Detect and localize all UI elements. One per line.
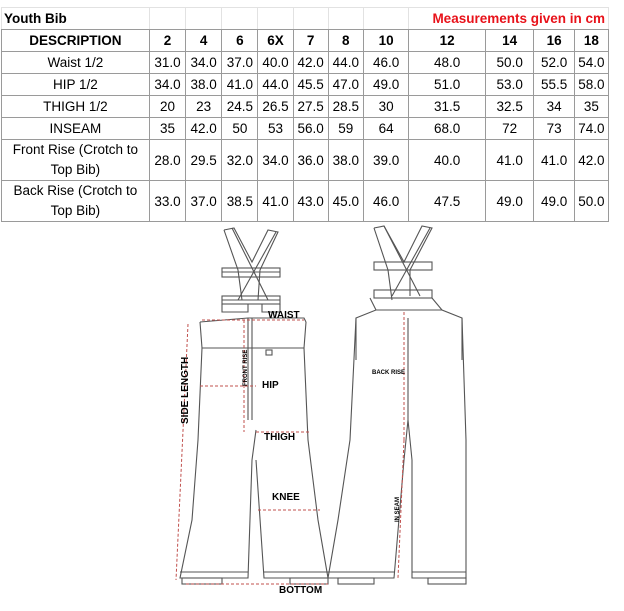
label-bottom: BOTTOM (279, 585, 323, 596)
cell: 41.0 (222, 74, 258, 96)
cell: 53.0 (485, 74, 534, 96)
table-row-back-rise (2, 181, 609, 222)
row-label: Back Rise (Crotch to Top Bib) (2, 181, 150, 222)
cell: 74.0 (574, 118, 608, 140)
label-waist: WAIST (268, 310, 300, 321)
cell: 50.0 (574, 181, 608, 222)
cell: 48.0 (409, 52, 486, 74)
description-header: DESCRIPTION (2, 30, 150, 52)
cell: 50.0 (485, 52, 534, 74)
size-chart-table (1, 7, 609, 222)
cell: 36.0 (293, 140, 328, 181)
label-hip: HIP (262, 380, 279, 391)
cell: 37.0 (222, 52, 258, 74)
cell: 56.0 (293, 118, 328, 140)
table-row-waist (2, 52, 609, 74)
cell: 32.5 (485, 96, 534, 118)
front-bib-outline (180, 228, 328, 584)
cell: 27.5 (293, 96, 328, 118)
cell: 20 (149, 96, 185, 118)
cell: 72 (485, 118, 534, 140)
row-label: THIGH 1/2 (2, 96, 150, 118)
cell: 59 (328, 118, 363, 140)
cell: 23 (186, 96, 222, 118)
cell: 53 (258, 118, 293, 140)
label-back-rise: BACK RISE (372, 370, 406, 376)
cell: 46.0 (363, 52, 408, 74)
size-header: 4 (186, 30, 222, 52)
size-header: 14 (485, 30, 534, 52)
size-header: 8 (328, 30, 363, 52)
cell: 31.0 (149, 52, 185, 74)
cell: 34.0 (149, 74, 185, 96)
cell: 49.0 (534, 181, 574, 222)
cell: 54.0 (574, 52, 608, 74)
cell: 55.5 (534, 74, 574, 96)
cell: 40.0 (258, 52, 293, 74)
cell: 42.0 (293, 52, 328, 74)
cell: 46.0 (363, 181, 408, 222)
size-header: 12 (409, 30, 486, 52)
cell: 34 (534, 96, 574, 118)
cell: 31.5 (409, 96, 486, 118)
cell: 28.0 (149, 140, 185, 181)
cell: 33.0 (149, 181, 185, 222)
cell: 58.0 (574, 74, 608, 96)
cell: 49.0 (363, 74, 408, 96)
table-row-hip (2, 74, 609, 96)
cell: 45.0 (328, 181, 363, 222)
cell: 35 (574, 96, 608, 118)
cell: 64 (363, 118, 408, 140)
measurement-guides (176, 312, 404, 584)
cell: 38.0 (186, 74, 222, 96)
label-thigh: THIGH (264, 432, 296, 443)
size-header: 6 (222, 30, 258, 52)
cell: 34.0 (258, 140, 293, 181)
cell: 39.0 (363, 140, 408, 181)
cell: 41.0 (534, 140, 574, 181)
cell: 45.5 (293, 74, 328, 96)
cell: 38.0 (328, 140, 363, 181)
cell: 32.0 (222, 140, 258, 181)
cell: 44.0 (258, 74, 293, 96)
table-row-front-rise (2, 140, 609, 181)
row-label: INSEAM (2, 118, 150, 140)
cell: 68.0 (409, 118, 486, 140)
size-header: 7 (293, 30, 328, 52)
size-header: 6X (258, 30, 293, 52)
table-title: Youth Bib (2, 8, 150, 30)
cell: 40.0 (409, 140, 486, 181)
cell: 44.0 (328, 52, 363, 74)
cell: 50 (222, 118, 258, 140)
row-label: HIP 1/2 (2, 74, 150, 96)
label-front-rise: FRONT RISE (243, 349, 249, 386)
row-label: Front Rise (Crotch to Top Bib) (2, 140, 150, 181)
cell: 41.0 (258, 181, 293, 222)
cell: 38.5 (222, 181, 258, 222)
cell: 43.0 (293, 181, 328, 222)
cell: 30 (363, 96, 408, 118)
table-row-inseam (2, 118, 609, 140)
cell: 73 (534, 118, 574, 140)
cell: 42.0 (186, 118, 222, 140)
back-bib-outline (328, 226, 466, 584)
size-header: 16 (534, 30, 574, 52)
cell: 29.5 (186, 140, 222, 181)
cell: 28.5 (328, 96, 363, 118)
cell: 37.0 (186, 181, 222, 222)
cell: 51.0 (409, 74, 486, 96)
cell: 41.0 (485, 140, 534, 181)
size-header: 10 (363, 30, 408, 52)
cell: 52.0 (534, 52, 574, 74)
size-header: 18 (574, 30, 608, 52)
cell: 42.0 (574, 140, 608, 181)
measurement-note: Measurements given in cm (409, 8, 609, 30)
cell: 24.5 (222, 96, 258, 118)
cell: 47.0 (328, 74, 363, 96)
label-knee: KNEE (272, 492, 300, 503)
label-in-seam: IN SEAM (395, 496, 401, 522)
header-row (2, 30, 609, 52)
cell: 34.0 (186, 52, 222, 74)
bib-diagram (0, 222, 624, 611)
cell: 49.0 (485, 181, 534, 222)
table-row-thigh (2, 96, 609, 118)
size-header: 2 (149, 30, 185, 52)
cell: 35 (149, 118, 185, 140)
row-label: Waist 1/2 (2, 52, 150, 74)
cell: 47.5 (409, 181, 486, 222)
label-side-length: SIDE LENGTH (180, 356, 191, 424)
cell: 26.5 (258, 96, 293, 118)
